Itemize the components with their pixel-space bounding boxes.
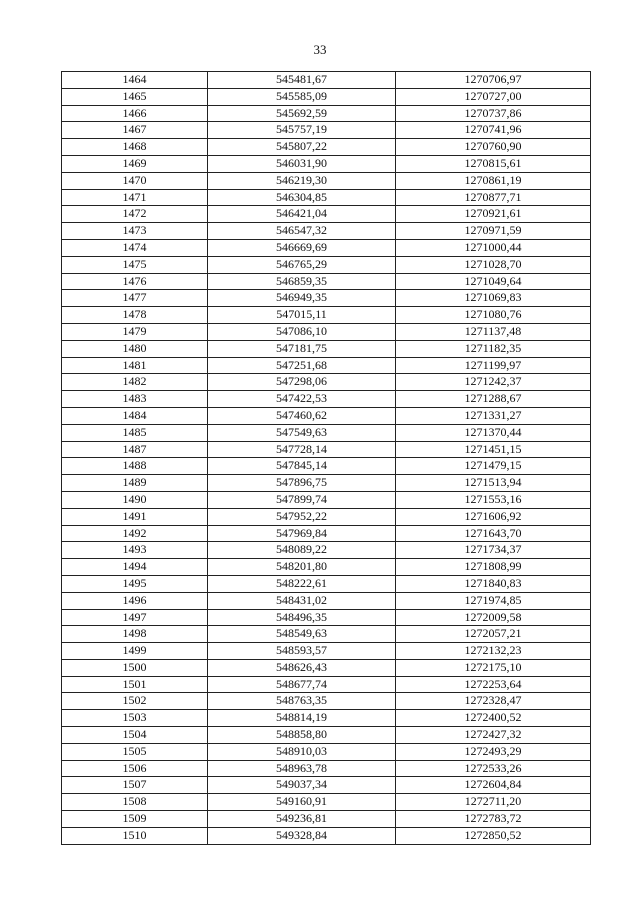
y-coordinate-cell: 1270760,90 [396, 139, 591, 156]
x-coordinate-cell: 546765,29 [208, 256, 396, 273]
point-number-cell: 1497 [62, 609, 208, 626]
point-number-cell: 1499 [62, 643, 208, 660]
y-coordinate-cell: 1272328,47 [396, 693, 591, 710]
table-row [62, 559, 591, 576]
x-coordinate-cell: 547086,10 [208, 323, 396, 340]
y-coordinate-cell: 1271182,35 [396, 340, 591, 357]
y-coordinate-cell: 1271606,92 [396, 508, 591, 525]
point-number-cell: 1468 [62, 139, 208, 156]
point-number-cell: 1490 [62, 491, 208, 508]
table-row [62, 105, 591, 122]
coordinates-table [61, 71, 591, 845]
x-coordinate-cell: 548593,57 [208, 643, 396, 660]
point-number-cell: 1471 [62, 189, 208, 206]
y-coordinate-cell: 1270921,61 [396, 206, 591, 223]
x-coordinate-cell: 548626,43 [208, 659, 396, 676]
y-coordinate-cell: 1271080,76 [396, 307, 591, 324]
table-row [62, 659, 591, 676]
x-coordinate-cell: 547845,14 [208, 458, 396, 475]
point-number-cell: 1509 [62, 811, 208, 828]
x-coordinate-cell: 548814,19 [208, 710, 396, 727]
x-coordinate-cell: 548963,78 [208, 760, 396, 777]
x-coordinate-cell: 547460,62 [208, 407, 396, 424]
point-number-cell: 1505 [62, 743, 208, 760]
table-row [62, 424, 591, 441]
table-row [62, 777, 591, 794]
point-number-cell: 1504 [62, 727, 208, 744]
x-coordinate-cell: 547952,22 [208, 508, 396, 525]
point-number-cell: 1470 [62, 172, 208, 189]
table-row [62, 340, 591, 357]
table-row [62, 609, 591, 626]
point-number-cell: 1510 [62, 827, 208, 844]
point-number-cell: 1473 [62, 223, 208, 240]
y-coordinate-cell: 1272493,29 [396, 743, 591, 760]
point-number-cell: 1483 [62, 391, 208, 408]
coordinates-table-body [62, 72, 591, 845]
x-coordinate-cell: 546421,04 [208, 206, 396, 223]
table-row [62, 827, 591, 844]
y-coordinate-cell: 1270737,86 [396, 105, 591, 122]
point-number-cell: 1482 [62, 374, 208, 391]
table-row [62, 441, 591, 458]
point-number-cell: 1507 [62, 777, 208, 794]
y-coordinate-cell: 1270861,19 [396, 172, 591, 189]
point-number-cell: 1476 [62, 273, 208, 290]
x-coordinate-cell: 546219,30 [208, 172, 396, 189]
point-number-cell: 1464 [62, 72, 208, 89]
x-coordinate-cell: 547422,53 [208, 391, 396, 408]
table-row [62, 323, 591, 340]
y-coordinate-cell: 1271553,16 [396, 491, 591, 508]
y-coordinate-cell: 1271028,70 [396, 256, 591, 273]
y-coordinate-cell: 1271370,44 [396, 424, 591, 441]
x-coordinate-cell: 546669,69 [208, 239, 396, 256]
table-row [62, 458, 591, 475]
point-number-cell: 1480 [62, 340, 208, 357]
table-row [62, 307, 591, 324]
table-row [62, 491, 591, 508]
y-coordinate-cell: 1272057,21 [396, 626, 591, 643]
table-row [62, 155, 591, 172]
x-coordinate-cell: 548858,80 [208, 727, 396, 744]
table-row [62, 575, 591, 592]
point-number-cell: 1465 [62, 88, 208, 105]
point-number-cell: 1478 [62, 307, 208, 324]
table-row [62, 357, 591, 374]
table-row [62, 239, 591, 256]
x-coordinate-cell: 548677,74 [208, 676, 396, 693]
table-row [62, 743, 591, 760]
y-coordinate-cell: 1270706,97 [396, 72, 591, 89]
table-row [62, 72, 591, 89]
point-number-cell: 1501 [62, 676, 208, 693]
x-coordinate-cell: 547015,11 [208, 307, 396, 324]
x-coordinate-cell: 548431,02 [208, 592, 396, 609]
x-coordinate-cell: 546949,35 [208, 290, 396, 307]
y-coordinate-cell: 1271840,83 [396, 575, 591, 592]
x-coordinate-cell: 547549,63 [208, 424, 396, 441]
y-coordinate-cell: 1272604,84 [396, 777, 591, 794]
y-coordinate-cell: 1272427,32 [396, 727, 591, 744]
x-coordinate-cell: 547251,68 [208, 357, 396, 374]
table-row [62, 525, 591, 542]
y-coordinate-cell: 1272009,58 [396, 609, 591, 626]
y-coordinate-cell: 1270877,71 [396, 189, 591, 206]
y-coordinate-cell: 1270727,00 [396, 88, 591, 105]
point-number-cell: 1474 [62, 239, 208, 256]
y-coordinate-cell: 1271451,15 [396, 441, 591, 458]
table-row [62, 626, 591, 643]
x-coordinate-cell: 547728,14 [208, 441, 396, 458]
y-coordinate-cell: 1270815,61 [396, 155, 591, 172]
table-row [62, 811, 591, 828]
y-coordinate-cell: 1271643,70 [396, 525, 591, 542]
x-coordinate-cell: 549160,91 [208, 794, 396, 811]
point-number-cell: 1485 [62, 424, 208, 441]
table-row [62, 223, 591, 240]
table-row [62, 172, 591, 189]
point-number-cell: 1502 [62, 693, 208, 710]
x-coordinate-cell: 545692,59 [208, 105, 396, 122]
table-row [62, 676, 591, 693]
y-coordinate-cell: 1272533,26 [396, 760, 591, 777]
table-row [62, 189, 591, 206]
table-row [62, 407, 591, 424]
table-row [62, 760, 591, 777]
x-coordinate-cell: 546547,32 [208, 223, 396, 240]
page-number: 33 [313, 42, 327, 57]
x-coordinate-cell: 548201,80 [208, 559, 396, 576]
point-number-cell: 1491 [62, 508, 208, 525]
y-coordinate-cell: 1271288,67 [396, 391, 591, 408]
point-number-cell: 1503 [62, 710, 208, 727]
x-coordinate-cell: 547181,75 [208, 340, 396, 357]
table-row [62, 139, 591, 156]
x-coordinate-cell: 549037,34 [208, 777, 396, 794]
table-row [62, 256, 591, 273]
x-coordinate-cell: 548549,63 [208, 626, 396, 643]
y-coordinate-cell: 1271734,37 [396, 542, 591, 559]
x-coordinate-cell: 548910,03 [208, 743, 396, 760]
point-number-cell: 1466 [62, 105, 208, 122]
point-number-cell: 1479 [62, 323, 208, 340]
x-coordinate-cell: 545807,22 [208, 139, 396, 156]
x-coordinate-cell: 547896,75 [208, 475, 396, 492]
y-coordinate-cell: 1272132,23 [396, 643, 591, 660]
table-row [62, 643, 591, 660]
x-coordinate-cell: 547298,06 [208, 374, 396, 391]
y-coordinate-cell: 1271000,44 [396, 239, 591, 256]
point-number-cell: 1481 [62, 357, 208, 374]
x-coordinate-cell: 546859,35 [208, 273, 396, 290]
point-number-cell: 1493 [62, 542, 208, 559]
x-coordinate-cell: 547969,84 [208, 525, 396, 542]
x-coordinate-cell: 545585,09 [208, 88, 396, 105]
table-row [62, 88, 591, 105]
point-number-cell: 1477 [62, 290, 208, 307]
point-number-cell: 1489 [62, 475, 208, 492]
y-coordinate-cell: 1272850,52 [396, 827, 591, 844]
point-number-cell: 1484 [62, 407, 208, 424]
point-number-cell: 1496 [62, 592, 208, 609]
y-coordinate-cell: 1271479,15 [396, 458, 591, 475]
x-coordinate-cell: 548222,61 [208, 575, 396, 592]
table-row [62, 693, 591, 710]
table-row [62, 206, 591, 223]
point-number-cell: 1488 [62, 458, 208, 475]
y-coordinate-cell: 1272175,10 [396, 659, 591, 676]
y-coordinate-cell: 1271049,64 [396, 273, 591, 290]
point-number-cell: 1467 [62, 122, 208, 139]
y-coordinate-cell: 1271069,83 [396, 290, 591, 307]
y-coordinate-cell: 1271513,94 [396, 475, 591, 492]
point-number-cell: 1492 [62, 525, 208, 542]
table-row [62, 794, 591, 811]
y-coordinate-cell: 1272783,72 [396, 811, 591, 828]
point-number-cell: 1472 [62, 206, 208, 223]
y-coordinate-cell: 1271242,37 [396, 374, 591, 391]
point-number-cell: 1494 [62, 559, 208, 576]
y-coordinate-cell: 1271199,97 [396, 357, 591, 374]
x-coordinate-cell: 545481,67 [208, 72, 396, 89]
table-row [62, 710, 591, 727]
y-coordinate-cell: 1272253,64 [396, 676, 591, 693]
table-row [62, 542, 591, 559]
point-number-cell: 1469 [62, 155, 208, 172]
table-row [62, 727, 591, 744]
y-coordinate-cell: 1270741,96 [396, 122, 591, 139]
point-number-cell: 1475 [62, 256, 208, 273]
y-coordinate-cell: 1271331,27 [396, 407, 591, 424]
table-row [62, 475, 591, 492]
x-coordinate-cell: 547899,74 [208, 491, 396, 508]
point-number-cell: 1500 [62, 659, 208, 676]
x-coordinate-cell: 549328,84 [208, 827, 396, 844]
x-coordinate-cell: 546304,85 [208, 189, 396, 206]
table-row [62, 374, 591, 391]
point-number-cell: 1487 [62, 441, 208, 458]
x-coordinate-cell: 545757,19 [208, 122, 396, 139]
point-number-cell: 1498 [62, 626, 208, 643]
table-row [62, 508, 591, 525]
x-coordinate-cell: 548763,35 [208, 693, 396, 710]
point-number-cell: 1508 [62, 794, 208, 811]
table-row [62, 122, 591, 139]
x-coordinate-cell: 548496,35 [208, 609, 396, 626]
y-coordinate-cell: 1272711,20 [396, 794, 591, 811]
table-row [62, 592, 591, 609]
x-coordinate-cell: 549236,81 [208, 811, 396, 828]
table-row [62, 290, 591, 307]
table-row [62, 391, 591, 408]
point-number-cell: 1506 [62, 760, 208, 777]
y-coordinate-cell: 1272400,52 [396, 710, 591, 727]
point-number-cell: 1495 [62, 575, 208, 592]
y-coordinate-cell: 1270971,59 [396, 223, 591, 240]
x-coordinate-cell: 546031,90 [208, 155, 396, 172]
table-row [62, 273, 591, 290]
x-coordinate-cell: 548089,22 [208, 542, 396, 559]
y-coordinate-cell: 1271137,48 [396, 323, 591, 340]
y-coordinate-cell: 1271974,85 [396, 592, 591, 609]
y-coordinate-cell: 1271808,99 [396, 559, 591, 576]
